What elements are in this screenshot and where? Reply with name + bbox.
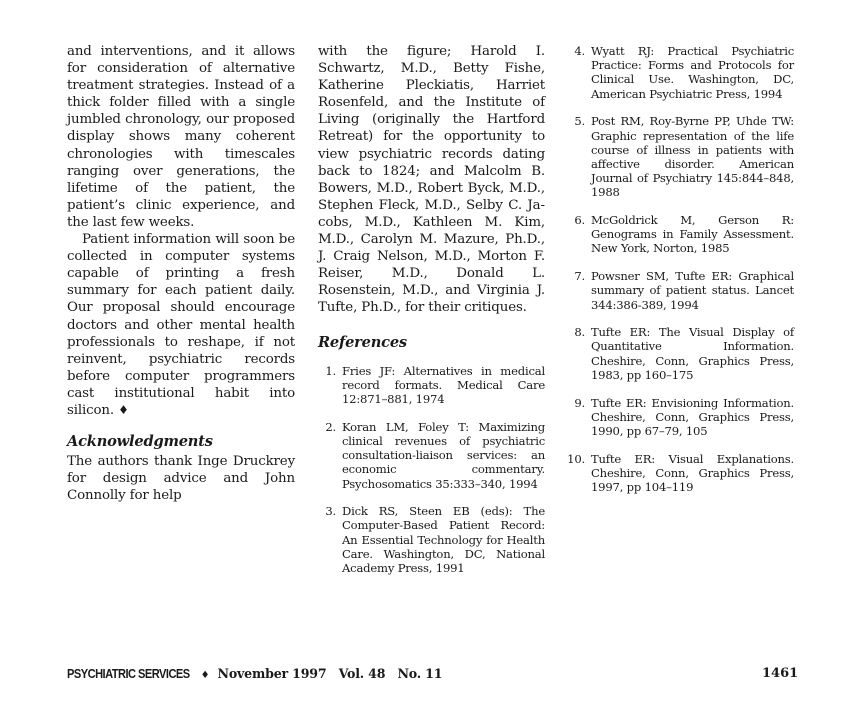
reference-text: Tufte ER: Envisioning Information. Cheshire, Conn, Graphics Press, 1990, pp 67–79, 105 [591,395,794,438]
reference-item [567,114,794,199]
reference-number: 1. [325,363,336,378]
issue-number: No. 11 [397,666,443,681]
column-3 [567,44,794,508]
journal-name: PSYCHIATRIC SERVICES [67,667,190,681]
reference-text: Post RM, Roy-Byrne PP, Uhde TW: Graphic representation of the life course of illness in patients with affective disorder. American Journal of Psychiatry 145:844–848, 1988 [591,114,794,200]
reference-list-part-1 [318,364,545,576]
reference-text: Dick RS, Steen EB (eds): The Computer-Based Patient Record: An Essential Technology for Health Care. Washington, DC, National Academy Press, 1991 [342,504,545,576]
reference-item [567,325,794,382]
reference-number: 9. [574,395,585,410]
acknowledgments-text-continued: with the figure; Harold I. Schwartz, M.D., Betty Fishe, Katherine Pleckiatis, Harriet Rosenfeld, and the Institute of Living (originally the Hartford Retreat) for the opportunity to view psychiatric records dating back to 1824; and Malcolm B. Bowers, M.D., Robert Byck, M.D., Stephen Fleck, M.D., Selby C. Jacobs, M.D., Kathleen M. Kim, M.D., Carolyn M. Mazure, Ph.D., J. Craig Nelson, M.D., Morton F. Reiser, M.D., Donald L. Rosenstein, M.D., and Virginia J. Tufte, Ph.D., for their critiques. [318,44,545,316]
reference-item [318,364,545,407]
reference-item [318,420,545,491]
reference-item [318,504,545,575]
body-paragraph [67,231,295,419]
reference-item [567,452,794,495]
reference-text: Tufte ER: Visual Explanations. Cheshire, Conn, Graphics Press, 1997, pp 104–119 [591,451,794,495]
body-paragraph: and interventions, and it allows for consideration of alternative treatment strategies. Instead of a thick folder filled with a single jumbled chronology, our proposed display shows many coherent chronologies with timescales ranging over generations, the lifetime of the patient, the patient’s clinic experience, and the last few weeks. [67,44,295,230]
issue-date: November 1997 [217,666,327,681]
references-heading: References [318,333,407,351]
reference-text: Tufte ER: The Visual Display of Quantitative Information. Cheshire, Conn, Graphics Press, 1983, pp 160–175 [591,325,794,382]
reference-text: Koran LM, Foley T: Maximizing clinical revenues of psychiatric consultation-liaison services: an economic commentary. Psychosomatics 35:333–340, 1994 [342,419,545,491]
acknowledgments-text: The authors thank Inge Druckrey for design advice and John Connolly for help [67,454,295,504]
reference-number: 8. [574,325,585,340]
reference-number: 3. [325,504,336,519]
reference-number: 7. [574,269,585,284]
running-footer [67,666,442,681]
reference-number: 2. [325,419,336,434]
reference-text: Powsner SM, Tufte ER: Graphical summary of patient status. Lancet 344:386-389, 1994 [591,269,794,312]
reference-number: 10. [567,451,585,466]
paragraph-text: Patient information will soon be collected in computer systems capable of printing a fresh summary for each patient daily. Our proposal should encourage doctors and other mental health professionals to reshape, if not reinvent, psychiatric records before computer programmers cast institutional habit into silicon. [67,232,295,418]
reference-number: 6. [574,213,585,228]
reference-list-part-2 [567,44,794,494]
reference-item [567,44,794,101]
end-of-article-diamond-icon: ♦ [118,402,129,417]
reference-item [567,396,794,439]
column-1 [67,43,295,504]
diamond-separator-icon: ♦ [200,670,210,681]
reference-item [567,213,794,256]
reference-text: McGoldrick M, Gerson R: Genograms in Family Assessment. New York, Norton, 1985 [591,213,794,256]
reference-number: 4. [574,44,585,58]
reference-number: 5. [574,114,585,129]
column-2 [318,43,545,589]
page-number: 1461 [762,666,799,681]
volume: Vol. 48 [338,666,386,681]
reference-text: Fries JF: Alternatives in medical record formats. Medical Care 12:871–881, 1974 [342,363,545,406]
acknowledgments-heading: Acknowledgments [67,433,213,451]
reference-item [567,269,794,312]
reference-text: Wyatt RJ: Practical Psychiatric Practice: Forms and Protocols for Clinical Use. Washington, DC, American Psychiatric Press, 1994 [591,44,794,101]
